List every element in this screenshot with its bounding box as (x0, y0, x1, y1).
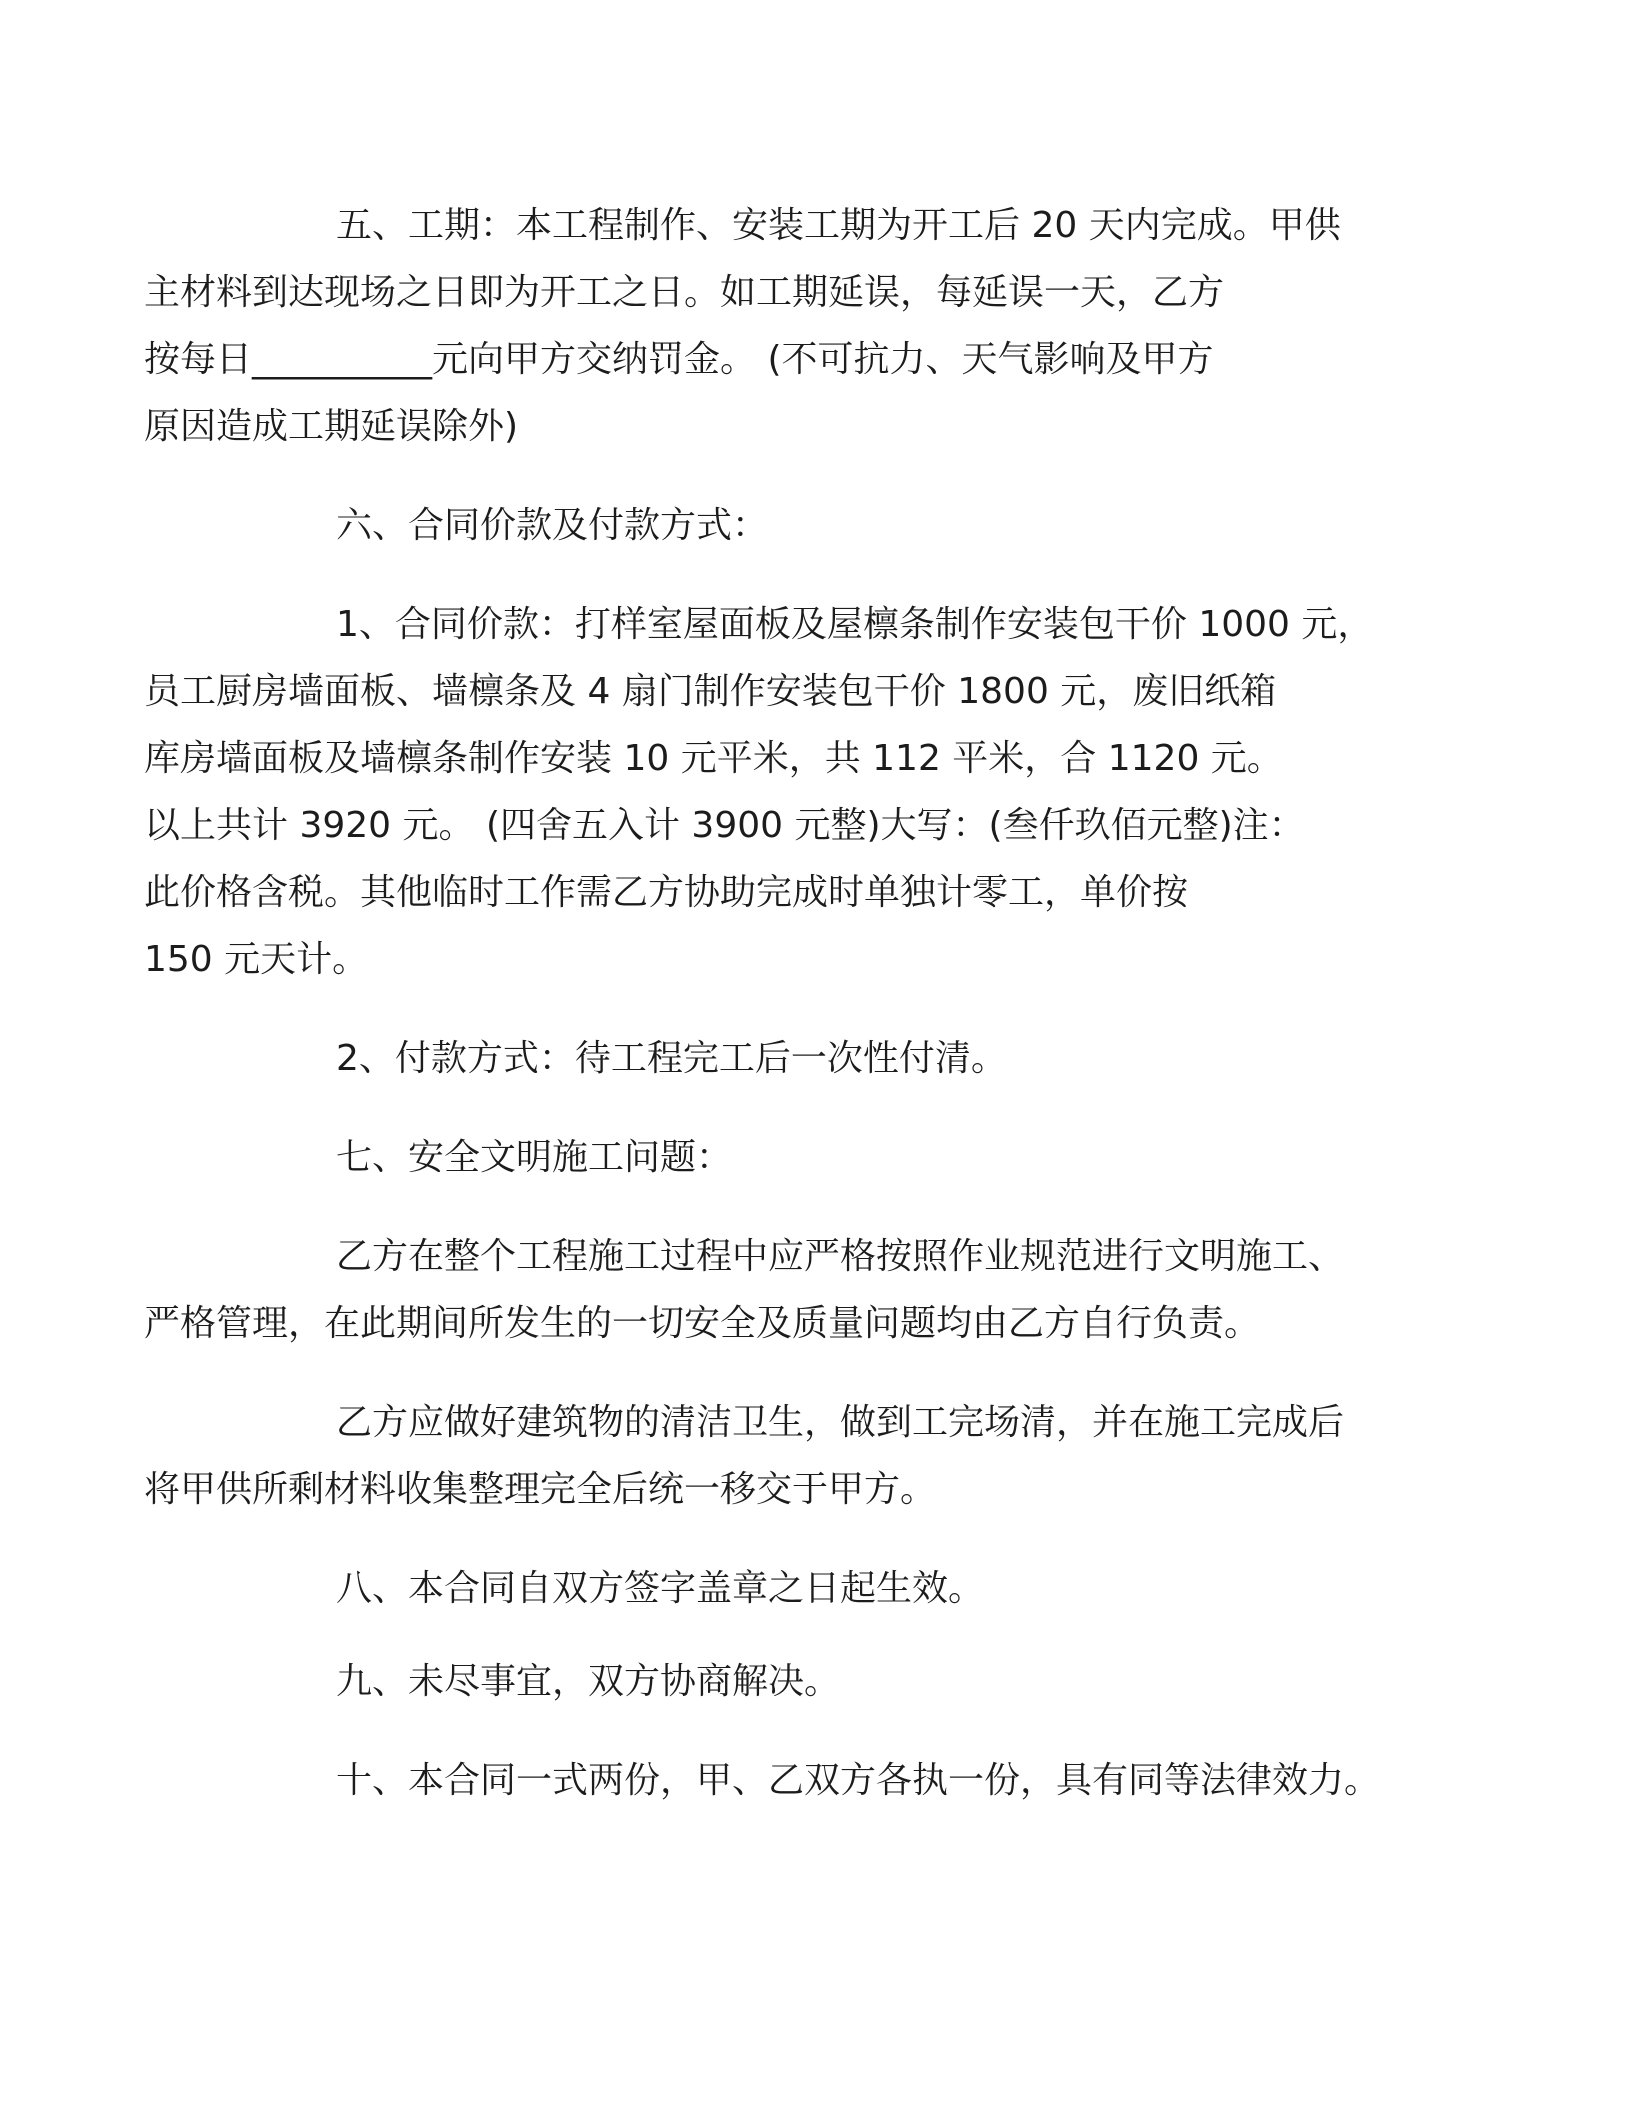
text-line: 主材料到达现场之日即为开工之日。如工期延误，每延误一天，乙方 (144, 272, 1225, 313)
text-line: 八、本合同自双方签字盖章之日起生效。 (336, 1568, 985, 1609)
text-line: 按每日__________元向甲方交纳罚金。 (不可抗力、天气影响及甲方 (144, 339, 1214, 380)
clause-7-heading (240, 1124, 1410, 1191)
text-line: 乙方在整个工程施工过程中应严格按照作业规范进行文明施工、 (336, 1236, 1345, 1277)
text-line: 五、工期：本工程制作、安装工期为开工后 20 天内完成。甲供 (336, 205, 1341, 246)
text-line: 以上共计 3920 元。 (四舍五入计 3900 元整)大写：(叁仟玖佰元整)注： (144, 805, 1305, 846)
clause-7-site-cleaning (144, 1389, 1410, 1523)
clause-6-heading (240, 492, 1410, 559)
clause-6-2-payment-method (240, 1025, 1410, 1092)
text-line: 将甲供所剩材料收集整理完全后统一移交于甲方。 (144, 1469, 937, 1510)
clause-9-unresolved-matters (240, 1648, 1410, 1715)
text-line: 库房墙面板及墙檩条制作安装 10 元平米，共 112 平米，合 1120 元。 (144, 738, 1283, 779)
text-line: 乙方应做好建筑物的清洁卫生，做到工完场清，并在施工完成后 (336, 1402, 1345, 1443)
text-line: 十、本合同一式两份，甲、乙双方各执一份，具有同等法律效力。 (336, 1760, 1381, 1801)
document-body (144, 192, 1410, 1814)
text-line: 1、合同价款：打样室屋面板及屋檩条制作安装包干价 1000 元， (336, 604, 1374, 645)
text-line: 2、付款方式：待工程完工后一次性付清。 (336, 1038, 1007, 1079)
text-line: 150 元天计。 (144, 939, 369, 980)
text-line: 七、安全文明施工问题： (336, 1137, 733, 1178)
clause-5-duration (144, 192, 1410, 460)
text-line: 原因造成工期延误除外) (144, 406, 519, 447)
text-line: 员工厨房墙面板、墙檩条及 4 扇门制作安装包干价 1800 元，废旧纸箱 (144, 671, 1277, 712)
text-line: 严格管理，在此期间所发生的一切安全及质量问题均由乙方自行负责。 (144, 1303, 1261, 1344)
clause-8-effective-date (240, 1555, 1410, 1622)
clause-10-copies (240, 1747, 1410, 1814)
clause-7-safety-management (144, 1223, 1410, 1357)
clause-6-1-contract-price (144, 591, 1410, 993)
text-line: 六、合同价款及付款方式： (336, 505, 769, 546)
text-line: 此价格含税。其他临时工作需乙方协助完成时单独计零工，单价按 (144, 872, 1189, 913)
text-line: 九、未尽事宜，双方协商解决。 (336, 1661, 841, 1702)
